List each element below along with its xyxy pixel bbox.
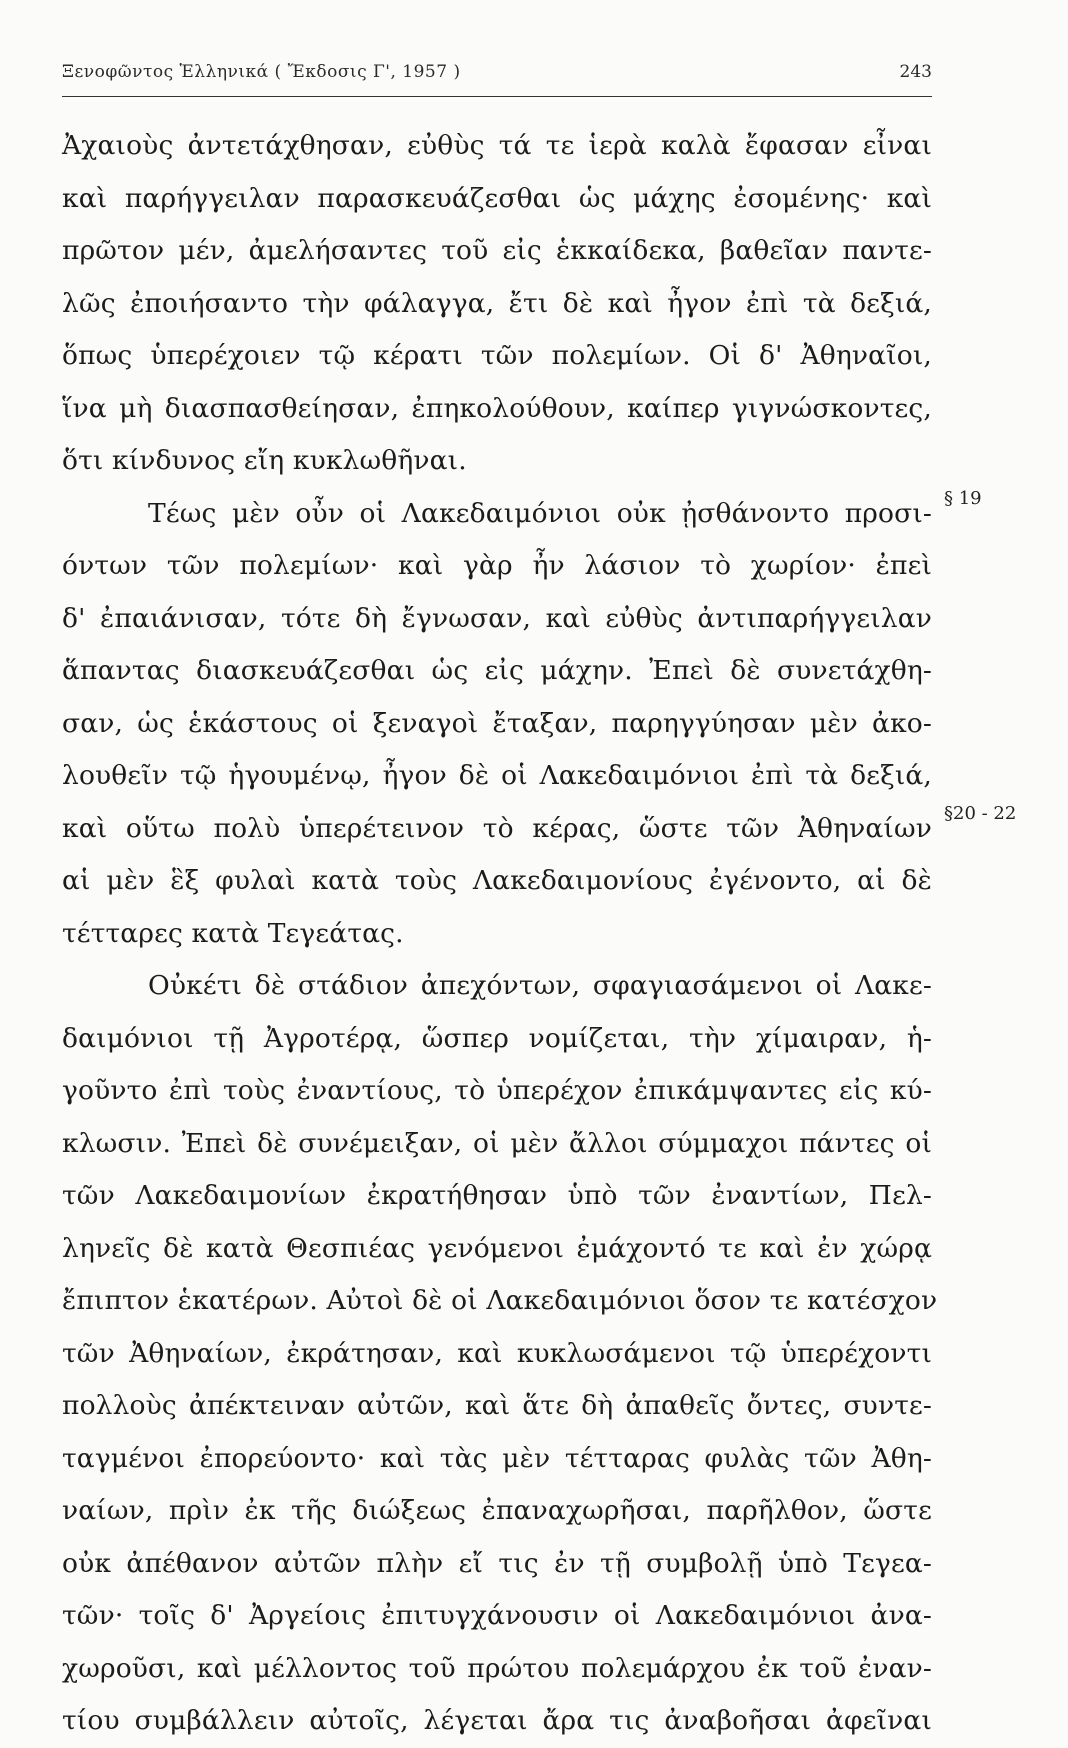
- margin-section-20-22: §20 - 22: [944, 803, 1017, 824]
- text-line: δαιμόνιοι τῇ Ἀγροτέρᾳ, ὥσπερ νομίζεται, τὴν χίμαιραν, ἡ-: [62, 1022, 932, 1054]
- text-line: ἵνα μὴ διασπασθείησαν, ἐπηκολούθουν, καίπερ γιγνώσκοντες,: [62, 392, 932, 424]
- text-line: αἱ μὲν ἓξ φυλαὶ κατὰ τοὺς Λακεδαιμονίους ἐγένοντο, αἱ δὲ: [62, 865, 932, 896]
- text-line: δ' ἐπαιάνισαν, τότε δὴ ἔγνωσαν, καὶ εὐθὺς ἀντιπαρήγγειλαν: [62, 602, 932, 634]
- text-line: καὶ οὕτω πολὺ ὑπερέτεινον τὸ κέρας, ὥστε τῶν Ἀθηναίων: [62, 812, 932, 844]
- text-line: ναίων, πρὶν ἐκ τῆς διώξεως ἐπαναχωρῆσαι, παρῆλθον, ὥστε: [62, 1495, 932, 1526]
- text-line: τέτταρες κατὰ Τεγεάτας.: [62, 917, 404, 949]
- text-line: καὶ παρήγγειλαν παρασκευάζεσθαι ὡς μάχης ἐσομένης· καὶ: [62, 182, 932, 214]
- text-line: ὅπως ὑπερέχοιεν τῷ κέρατι τῶν πολεμίων. Οἱ δ' Ἀθηναῖοι,: [62, 340, 932, 371]
- text-line: Οὐκέτι δὲ στάδιον ἀπεχόντων, σφαγιασάμενοι οἱ Λακε-: [148, 970, 932, 1001]
- text-line: ἅπαντας διασκευάζεσθαι ὡς εἰς μάχην. Ἐπεὶ δὲ συνετάχθη-: [62, 655, 932, 686]
- text-line: γοῦντο ἐπὶ τοὺς ἐναντίους, τὸ ὑπερέχον ἐπικάμψαντες εἰς κύ-: [62, 1075, 932, 1106]
- page-number: 243: [899, 62, 932, 82]
- text-line: πολλοὺς ἀπέκτειναν αὐτῶν, καὶ ἅτε δὴ ἀπαθεῖς ὄντες, συντε-: [62, 1390, 932, 1421]
- text-line: λουθεῖν τῷ ἡγουμένῳ, ἦγον δὲ οἱ Λακεδαιμόνιοι ἐπὶ τὰ δεξιά,: [62, 760, 932, 791]
- text-line: Ἀχαιοὺς ἀντετάχθησαν, εὐθὺς τά τε ἱερὰ καλὰ ἔφασαν εἶναι: [62, 130, 932, 161]
- text-line: τῶν· τοῖς δ' Ἀργείοις ἐπιτυγχάνουσιν οἱ Λακεδαιμόνιοι ἀνα-: [62, 1600, 932, 1631]
- margin-section-19: § 19: [944, 488, 982, 509]
- text-line: όντων τῶν πολεμίων· καὶ γὰρ ἦν λάσιον τὸ χωρίον· ἐπεὶ: [62, 550, 932, 581]
- text-line: οὐκ ἀπέθανον αὐτῶν πλὴν εἴ τις ἐν τῇ συμβολῇ ὑπὸ Τεγεα-: [62, 1547, 932, 1579]
- text-line: τῶν Ἀθηναίων, ἐκράτησαν, καὶ κυκλωσάμενοι τῷ ὑπερέχοντι: [62, 1337, 932, 1369]
- text-line: λῶς ἐποιήσαντο τὴν φάλαγγα, ἔτι δὲ καὶ ἦγον ἐπὶ τὰ δεξιά,: [62, 287, 932, 319]
- text-line: τίου συμβάλλειν αὐτοῖς, λέγεται ἄρα τις ἀναβοῆσαι ἀφεῖναι: [62, 1705, 932, 1736]
- running-header: [62, 58, 932, 97]
- text-line: τῶν Λακεδαιμονίων ἐκρατήθησαν ὑπὸ τῶν ἐναντίων, Πελ-: [62, 1180, 932, 1211]
- text-line: πρῶτον μέν, ἀμελήσαντες τοῦ εἰς ἑκκαίδεκα, βαθεῖαν παντε-: [62, 235, 932, 266]
- text-line: Τέως μὲν οὖν οἱ Λακεδαιμόνιοι οὐκ ᾐσθάνοντο προσι-: [148, 497, 932, 529]
- text-line: ληνεῖς δὲ κατὰ Θεσπιέας γενόμενοι ἐμάχοντό τε καὶ ἐν χώρᾳ: [62, 1232, 932, 1264]
- running-title: Ξενοφῶντος Ἑλληνικά ( Ἔκδοσις Γ', 1957 ): [62, 62, 461, 82]
- body-text: [62, 120, 938, 1748]
- text-line: χωροῦσι, καὶ μέλλοντος τοῦ πρώτου πολεμάρχου ἐκ τοῦ ἐναν-: [62, 1652, 932, 1684]
- text-line: κλωσιν. Ἐπεὶ δὲ συνέμειξαν, οἱ μὲν ἄλλοι σύμμαχοι πάντες οἱ: [62, 1127, 932, 1159]
- text-line: ἔπιπτον ἑκατέρων. Αὐτοὶ δὲ οἱ Λακεδαιμόνιοι ὅσον τε κατέσχον: [62, 1285, 938, 1316]
- text-line: ταγμένοι ἐπορεύοντο· καὶ τὰς μὲν τέτταρας φυλὰς τῶν Ἀθη-: [62, 1442, 932, 1474]
- text-line: σαν, ὡς ἑκάστους οἱ ξεναγοὶ ἔταξαν, παρηγγύησαν μὲν ἀκο-: [62, 707, 932, 739]
- text-line: ὅτι κίνδυνος εἴη κυκλωθῆναι.: [62, 445, 467, 476]
